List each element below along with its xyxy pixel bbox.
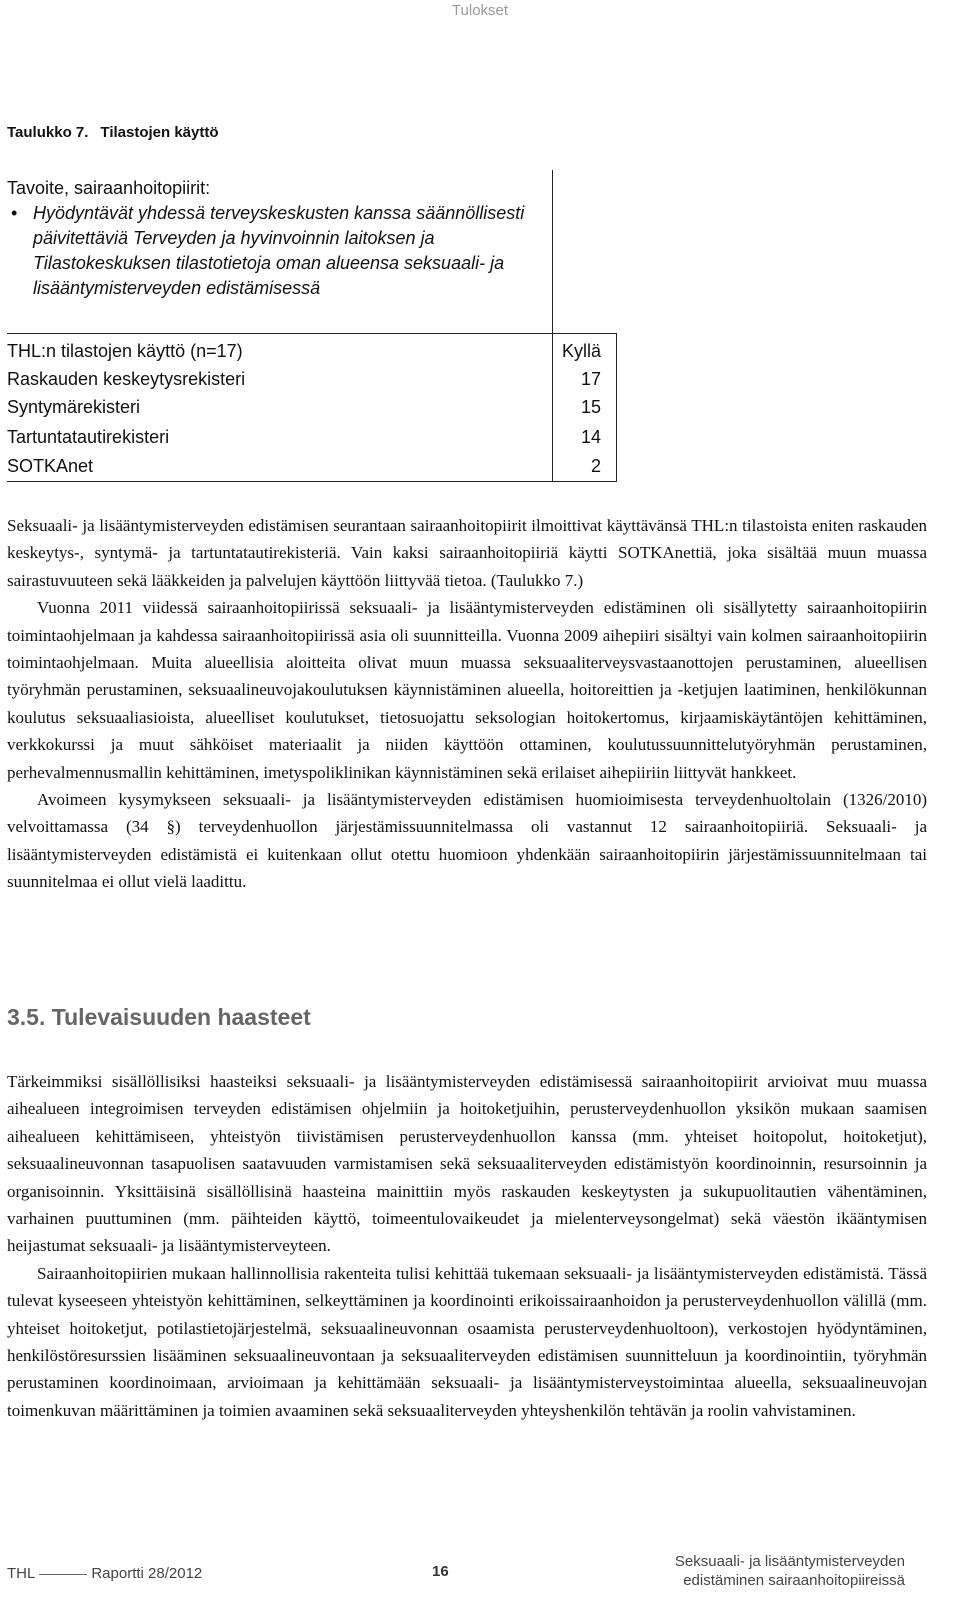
table-header-value: Kyllä bbox=[561, 341, 601, 361]
table-row-label: SOTKAnet bbox=[7, 456, 94, 476]
section-paragraph: Sairaanhoitopiirien mukaan hallinnollisia rakenteita tulisi kehittää tukemaan seksuaali- ja lisääntymisterveyden edistämistä. Tässä tulevat kyseeseen yhteistyön kehittäminen, selkeyttäminen ja koordinointi erikoissairaanhoidon ja perusterveydenhuollon välillä (mm. yhteiset hoitoketjut, potilastietojärjestelmä, seksuaalineuvonnan osaamista perusterveydenhuoltoon), verkostojen hyödyntäminen, henkilöstöresurssien lisääminen seksuaalineuvontaan ja seksuaaliterveyden edistämisen suunnitteluun ja koordinointiin, työryhmän perustaminen koordinoimaan, arvioimaan ja kehittämään seksuaali- ja lisääntymisterveystoimintaa alueella, seksuaalineuvojan toimenkuvan määrittäminen ja toimien avaaminen sekä seksuaaliterveyden yhteyshenkilön tehtävän ja roolin vahvistaminen. bbox=[7, 1263, 927, 1420]
table-row-value: 14 bbox=[580, 427, 601, 447]
table-row bbox=[7, 364, 601, 394]
table-caption bbox=[7, 124, 219, 141]
body-text bbox=[7, 512, 927, 896]
page-header-title: Tulokset bbox=[451, 2, 509, 19]
table-row-value: 2 bbox=[590, 456, 601, 476]
table-row-value: 15 bbox=[580, 397, 601, 417]
footer-publisher bbox=[7, 1565, 202, 1582]
table-row bbox=[7, 422, 601, 452]
page-number: 16 bbox=[432, 1563, 449, 1580]
goal-heading: Tavoite, sairaanhoitopiirit: bbox=[7, 178, 211, 198]
footer-report: Raportti 28/2012 bbox=[91, 1565, 203, 1582]
table-rule-bottom bbox=[7, 481, 617, 482]
table-caption-title: Tilastojen käyttö bbox=[100, 124, 219, 141]
table-header-label: THL:n tilastojen käyttö (n=17) bbox=[7, 341, 243, 361]
table-row-label: Syntymärekisteri bbox=[7, 397, 141, 417]
footer-dash bbox=[39, 1574, 87, 1575]
section-title: 3.5. Tulevaisuuden haasteet bbox=[7, 1004, 311, 1030]
footer-publisher-name: THL bbox=[7, 1565, 36, 1582]
section-paragraph: Tärkeimmiksi sisällöllisiksi haasteiksi seksuaali- ja lisääntymisterveyden edistämisessä sairaanhoitopiirit arvioivat muu muassa aihealueen integroimisen terveyden edistämisen ohjelmiin ja hoitoketjuihin, perusterveydenhuollon yksikön mukaan saamisen aihealueen kehittämiseen, yhteistyön tiivistämisen perusterveydenhuollon kanssa (mm. yhteiset hoitopolut, hoitoketjut), seksuaalineuvonnan tasapuolisen saatavuuden varmistamisen sekä seksuaaliterveyden edistämistyön koordinoinnin, resursoinnin ja organisoinnin. Yksittäisinä sisällöllisinä haasteina mainittiin myös raskauden keskeytysten ja sukupuolitautien vähentäminen, varhainen puuttuminen (mm. päihteiden käyttö, toimeentulovaikeudet ja mielenterveysongelmat) sekä väestön ikääntymisen heijastumat seksuaali- ja lisääntymisterveyteen. bbox=[7, 1072, 927, 1256]
footer-running-title bbox=[650, 1552, 905, 1590]
table-header-row bbox=[7, 336, 601, 366]
goal-list bbox=[7, 201, 552, 301]
table-row bbox=[7, 451, 601, 481]
body-paragraph: Avoimeen kysymykseen seksuaali- ja lisääntymisterveyden edistämisen huomioimisesta terveydenhuoltolain (1326/2010) velvoittamassa (34 §) terveydenhuollon järjestämissuunnitelmassa oli vastannut 12 sairaanhoitopiiriä. Seksuaali- ja lisääntymisterveyden edistämistä ei kuitenkaan ollut otettu huomioon yhdenkään sairaanhoitopiirin järjestämissuunnitelmaan tai suunnitelmaa ei ollut vielä laadittu. bbox=[7, 790, 927, 892]
table-right-border bbox=[616, 333, 617, 482]
body-paragraph: Seksuaali- ja lisääntymisterveyden edistämisen seurantaan sairaanhoitopiirit ilmoittivat käyttävänsä THL:n tilastoista eniten raskauden keskeytys-, syntymä- ja tartuntatautirekisteriä. Vain kaksi sairaanhoitopiiriä käytti SOTKAnettiä, joka sisältää muun muassa sairastuvuuteen sekä lääkkeiden ja palvelujen käyttöön liittyvää tietoa. (Taulukko 7.) bbox=[7, 516, 927, 590]
table-rule-top bbox=[7, 333, 617, 334]
table-row-label: Raskauden keskeytysrekisteri bbox=[7, 369, 246, 389]
footer-running-title-line1: Seksuaali- ja lisääntymisterveyden bbox=[674, 1553, 905, 1570]
footer-running-title-line2: edistäminen sairaanhoitopiireissä bbox=[683, 1572, 905, 1589]
table-goal-box bbox=[7, 170, 552, 301]
goal-bullet: • Hyödyntävät yhdessä terveyskeskusten kanssa säännöllisesti päivitettäviä Terveyden ja hyvinvoinnin laitoksen ja Tilastokeskuksen tilastotietoja oman alueensa seksuaali- ja lisääntymisterveyden edistämisessä bbox=[33, 201, 552, 301]
section-text bbox=[7, 1068, 927, 1424]
table-row bbox=[7, 392, 601, 422]
table-caption-number: Taulukko 7. bbox=[7, 124, 89, 141]
table-row-value: 17 bbox=[580, 369, 601, 389]
table-row-label: Tartuntatautirekisteri bbox=[7, 427, 170, 447]
body-paragraph: Vuonna 2011 viidessä sairaanhoitopiirissä seksuaali- ja lisääntymisterveyden edistäminen oli sisällytetty sairaanhoitopiirin toimintaohjelmaan ja kahdessa sairaanhoitopiirissä asia oli suunnitteilla. Vuonna 2009 aihepiiri sisältyi vain kolmen sairaanhoitopiirin toimintaohjelmaan. Muita alueellisia aloitteita olivat muun muassa seksuaaliterveysvastaanottojen perustaminen, alueellisen työryhmän perustaminen, seksuaalineuvojakoulutuksen käynnistäminen alueella, hoitoreittien ja -ketjujen laatiminen, henkilökunnan koulutus seksuaaliasioista, alueelliset koulutukset, tietosuojattu seksologian hoitokertomus, kirjaamiskäytäntöjen kehittäminen, verkkokurssi ja muut sähköiset materiaalit ja niiden käyttöön ottaminen, koulutussuunnittelutyöryhmän perustaminen, perhevalmennusmallin kehittäminen, imetyspoliklinikan käynnistäminen sekä erilaiset aihepiiriin liittyvät hankkeet. bbox=[7, 598, 927, 782]
